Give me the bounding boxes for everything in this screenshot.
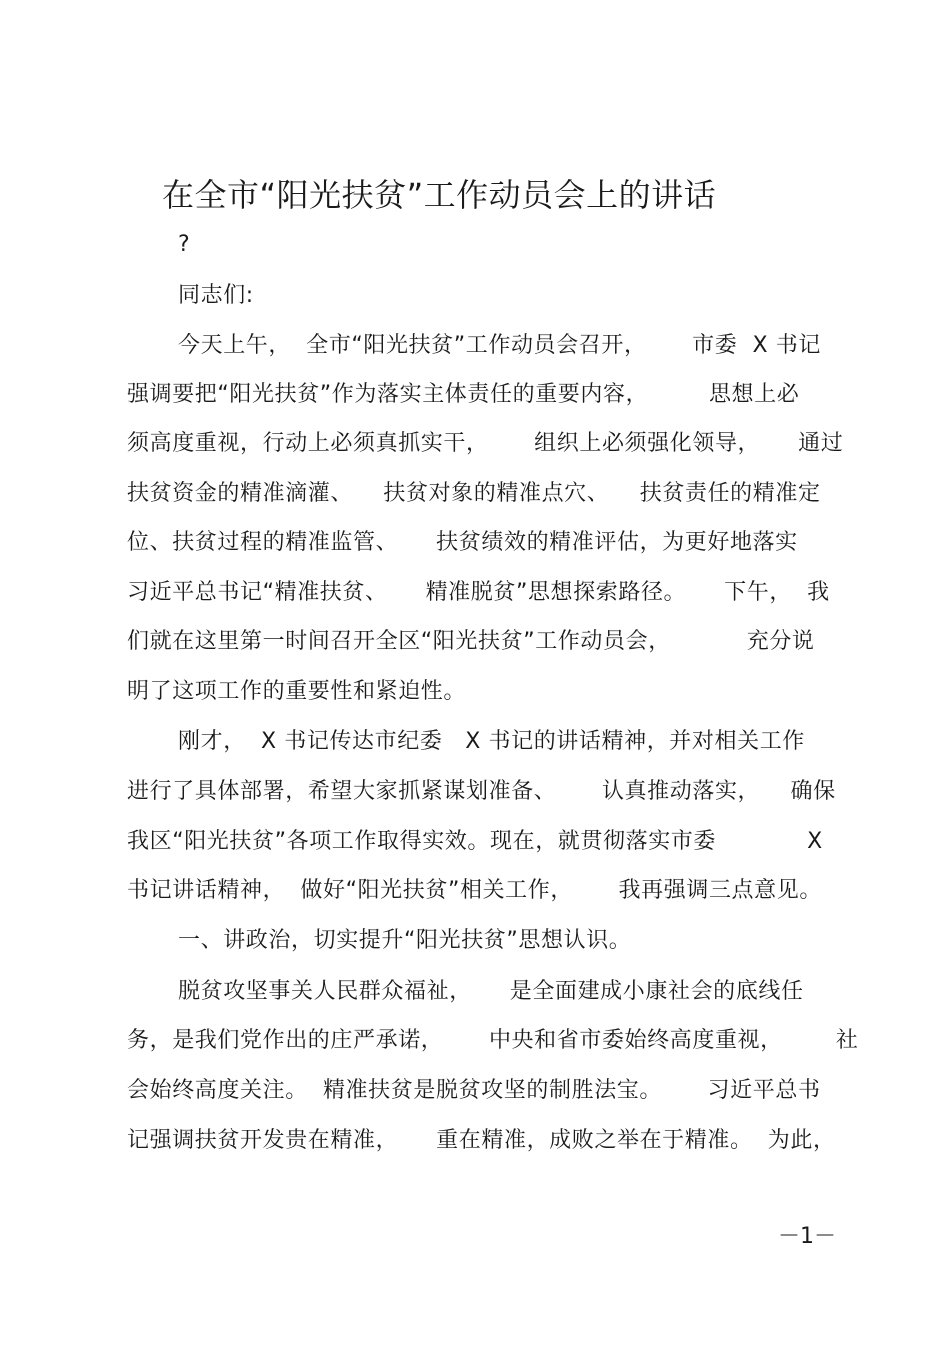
body-line: 位、扶贫过程的精准监管、 扶贫绩效的精准评估，为更好地落实 <box>127 530 798 555</box>
body-line: 务，是我们党作出的庄严承诺， 中央和省市委始终高度重视， 社 <box>127 1028 859 1053</box>
body-line: 会始终高度关注。 精准扶贫是脱贫攻坚的制胜法宝。 习近平总书 <box>127 1078 821 1103</box>
body-line: 扶贫资金的精准滴灌、 扶贫对象的精准点穴、 扶贫责任的精准定 <box>127 481 821 506</box>
body-line: 书记讲话精神， 做好“阳光扶贫”相关工作， 我再强调三点意见。 <box>127 878 822 903</box>
body-line: 今天上午， 全市“阳光扶贫”工作动员会召开， 市委 X 书记 <box>178 333 821 358</box>
body-line: 脱贫攻坚事关人民群众福祉， 是全面建成小康社会的底线任 <box>178 979 804 1004</box>
document-title: 在全市“阳光扶贫”工作动员会上的讲话 <box>162 176 717 214</box>
body-line: 强调要把“阳光扶贫”作为落实主体责任的重要内容， 思想上必 <box>127 382 800 407</box>
section-heading: 一、讲政治，切实提升“阳光扶贫”思想认识。 <box>178 928 632 953</box>
body-line: 我区“阳光扶贫”各项工作取得实效。现在，就贯彻落实市委 X <box>127 829 823 854</box>
question-mark: ? <box>178 232 190 257</box>
body-line: 须高度重视，行动上必须真抓实干， 组织上必须强化领导， 通过 <box>127 431 844 456</box>
body-line: 刚才， X 书记传达市纪委 X 书记的讲话精神，并对相关工作 <box>178 729 805 754</box>
body-line: 记强调扶贫开发贵在精准， 重在精准，成败之举在于精准。 为此， <box>127 1128 836 1153</box>
body-line: 习近平总书记“精准扶贫、 精准脱贫”思想探索路径。 下午， 我 <box>127 580 830 605</box>
salutation-line: 同志们: <box>178 283 254 308</box>
page-number: －1－ <box>778 1224 836 1249</box>
body-line: 们就在这里第一时间召开全区“阳光扶贫”工作动员会， 充分说 <box>127 629 815 654</box>
body-line: 进行了具体部署，希望大家抓紧谋划准备、 认真推动落实， 确保 <box>127 779 836 804</box>
body-line: 明了这项工作的重要性和紧迫性。 <box>127 679 467 704</box>
